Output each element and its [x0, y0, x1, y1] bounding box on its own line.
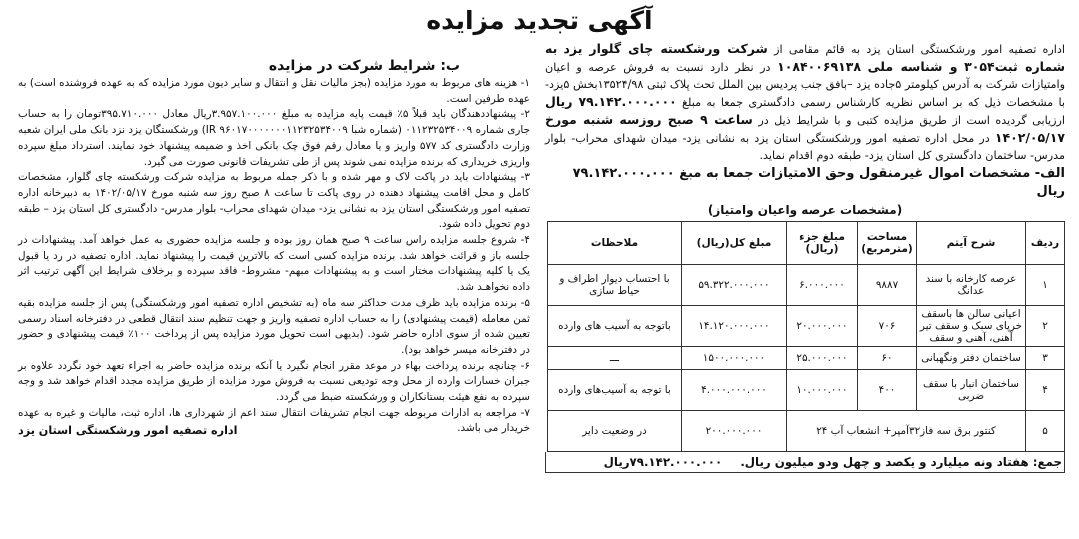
condition-item — [18, 406, 530, 437]
table-total-row — [545, 452, 1065, 473]
table-cell: ـــ — [548, 347, 682, 370]
items-table — [547, 221, 1065, 452]
left-column — [18, 58, 530, 439]
table-cell: ۵۹.۳۲۲.۰۰۰.۰۰۰ — [682, 265, 787, 306]
table-cell: ۹۸۸۷ — [858, 265, 917, 306]
intro-paragraph — [545, 40, 1065, 164]
table-cell: اعیانی سالن ها باسقف خرپای سبک و سقف تیر آهنی، آهنی و سقف — [917, 306, 1026, 347]
auction-datetime: ساعت ۹ صبح روزسه شنبه مورخ ۱۴۰۲/۰۵/۱۷ — [545, 112, 1065, 145]
table-header-cell: ردیف — [1026, 222, 1065, 265]
condition-item: ۵- برنده مزایده باید ظرف مدت حداکثر سه ماه (به تشخیص اداره تصفیه امور ورشکستگی) پس از جلسه مزایده بقیه ثمن معامله (قیمت پیشنهادی) را به حساب اداره تصفیه واریز و جهت تنظیم سند انتقال قطعی در دفترخانه اسناد رسمی تعیین شده از سوی اداره حاضر شود. (بدیهی است تحویل مورد مزایده پس از پرداخت ۱۰۰٪ قیمت پیشنهادی و حضور در دفترخانه میسر خواهد بود). — [18, 296, 530, 356]
table-cell: ۲۰.۰۰۰.۰۰۰ — [787, 306, 858, 347]
table-cell: ۲۰۰.۰۰۰.۰۰۰ — [682, 411, 787, 452]
condition-item: ۴- شروع جلسه مزایده راس ساعت ۹ صبح همان روز بوده و جلسه مزایده حضوری به عمل خواهد آمد. پیشنهادات در جلسه باز و قرائت خواهد شد. برنده مزایده کسی است که بالاترین قیمت را پیشنهاد نماید. اداره تصفیه در رد یا قبول یک یا کلیه پیشنهادات مختار است و به پیشنهادات مبهم- مشروط- فاقد سپرده و برخلاف شرایط این آگهی ترتیب اثر داده نخواهـد شد. — [18, 234, 530, 294]
table-cell: باتوجه به آسیب های وارده — [548, 306, 682, 347]
table-cell: ۷۰۶ — [858, 306, 917, 347]
table-cell: ۱۴.۱۲۰.۰۰۰.۰۰۰ — [682, 306, 787, 347]
table-cell: ۵ — [1026, 411, 1065, 452]
condition-item-7: ۷- مراجعه به ادارات مربوطه جهت انجام تشریفات انتقال سند اعم از شهرداری ها، اداره ثبت، مالیات و غیره به عهده خریدار می باشد. — [18, 406, 530, 435]
table-header-cell: ملاحظات — [548, 222, 682, 265]
page-title: آگهی تجدید مزایده — [426, 6, 653, 35]
table-cell: ۱۵۰۰.۰۰۰.۰۰۰ — [682, 347, 787, 370]
table-header-row — [548, 222, 1065, 265]
table-cell: ساختمان انبار با سقف ضربی — [917, 370, 1026, 411]
signature: اداره تصفیه امور ورشکستگی استان یزد — [18, 424, 238, 438]
table-row — [548, 370, 1065, 411]
section-a-heading: الف- مشخصات اموال غیرمنقول وحق الامتیازات جمعا به مبغ ۷۹.۱۴۲.۰۰۰.۰۰۰ ریال — [572, 166, 1065, 199]
condition-item: ۲- پیشنهاددهندگان باید قبلاً ۵٪ قیمت پایه مزایده به مبلغ ۳.۹۵۷.۱۰۰.۰۰۰ریال معادل ۳۹۵.۷۱۰.۰۰۰تومان را به حساب جاری شماره ۰۱۱۲۳۲۵۳۴۰۰۹ (شماره شبا IR ۹۶۰۱۷۰۰۰۰۰۰۰۱۱۲۳۲۵۳۴۰۰۹) ورشکستگان یزد نزد بانک ملی ایران شعبه وزارت دادگستری کد ۵۷۷ واریز و یا معادل رقم فوق چک بانکی اخذ و ضمیمه پیشنهاد خود نمایند. استرداد مبلغ سپرده واریزی خریداری که برنده مزایده نمی شوند پس از طی تشریفات قانونی صورت می گیرد. — [18, 108, 531, 168]
condition-item: ۳- پیشنهادات باید در پاکت لاک و مهر شده و با ذکر جمله مربوط به مزایده شرکت ورشکسته چای گلوار، مشخصات کامل و محل اقامت پیشنهاد دهنده در روی پاکت تا ساعت ۸ صبح روز سه شنبه مورخ ۱۴۰۲/۰۵/۱۷ به دبیرخانه اداره تصفیه امور ورشکستگی استان یزد به نشانی یزد- میدان شهدای محراب- بلوار مدرس- دادگستری کل استان یزد – طبقه دوم تحویل داده شود. — [18, 171, 530, 231]
total-label: جمع: هفتاد ونه میلیارد و یکصد و چهل ودو میلیون ریال. — [740, 455, 1062, 469]
table-cell: ۴۰۰ — [858, 370, 917, 411]
table-cell: ۲ — [1026, 306, 1065, 347]
table-header-cell: مبلغ کل(ریال) — [682, 222, 787, 265]
table-row — [548, 347, 1065, 370]
table-header-cell: مبلغ جزء (ریال) — [787, 222, 858, 265]
table-header-cell: شرح آیتم — [917, 222, 1026, 265]
table-header-cell: مساحت (مترمربع) — [858, 222, 917, 265]
table-cell: ۱ — [1026, 265, 1065, 306]
table-cell: ۳ — [1026, 347, 1065, 370]
intro-line2b: و شناسه ملی — [867, 59, 958, 74]
table-cell: ۱۰.۰۰۰.۰۰۰ — [787, 370, 858, 411]
table-cell: ۲۵.۰۰۰.۰۰۰ — [787, 347, 858, 370]
conditions-list — [18, 76, 530, 437]
table-cell: ساختمان دفتر ونگهبانی — [917, 347, 1026, 370]
table-cell: با احتساب دیوار اطراف و حیاط سازی — [548, 265, 682, 306]
section-a-subheading: (مشخصات عرصه واعیان وامتیاز) — [707, 203, 903, 217]
condition-item: ۱- هزینه های مربوط به مورد مزایده (بجز مالیات نقل و انتقال و سایر دیون مورد مزایده که به عهده فروشنده است) به عهده طرفین است. — [18, 77, 530, 105]
table-row — [548, 306, 1065, 347]
table-cell: عرصه کارخانه با سند عدانگ — [917, 265, 1026, 306]
table-cell: ۴ — [1026, 370, 1065, 411]
national-id: ۱۰۸۴۰۰۶۹۱۳۸ — [777, 59, 862, 74]
table-cell: با توجه به آسیب‌های وارده — [548, 370, 682, 411]
appraisal-amount: ۷۹.۱۴۲.۰۰۰.۰۰۰ ریال — [545, 94, 677, 109]
total-value: ۷۹.۱۴۲.۰۰۰.۰۰۰ریال — [603, 455, 723, 469]
table-cell: ۴.۰۰۰.۰۰۰.۰۰۰ — [682, 370, 787, 411]
company-name: شرکت ورشکسته چای گلوار یزد — [563, 41, 768, 56]
condition-item: ۶- چنانچه برنده پرداخت بهاء در موعد مقرر انجام نگیرد یا آنکه برنده مزایده حاضر به اجراء تعهد خود نگردد علاوه بر جبران خسارات وارده از محل وجه تودیعی نسبت به فروش مورد مزایده از طریق مزایده مجدد اقدام خواهد شد و وجه سپرده به نفع هیئت بستانکاران و ورشکسته ضبط می گردد. — [18, 359, 530, 404]
table-cell: در وضعیت دایر — [548, 411, 682, 452]
intro-line2a: به شماره ثبت — [545, 41, 1066, 74]
intro-line1: اداره تصفیه امور ورشکستگی استان یزد به قائم مقامی از — [774, 43, 1065, 56]
table-cell: ۶۰ — [858, 347, 917, 370]
table-cell: کنتور برق سه فاز۳۲آمپر+ انشعاب آب ۲۴ — [787, 411, 1026, 452]
table-cell: ۶.۰۰۰.۰۰۰ — [787, 265, 858, 306]
intro-line4: در محل اداره تصفیه امور ورشکستگی استان یزد به نشانی یزد- میدان شهدای محراب- بلوار مدرس- ساختمان دادگستری کل استان یزد- طبقه دوم اقدام نماید. — [545, 132, 1065, 162]
conditions-heading: ب: شرایط شرکت در مزایده — [268, 58, 460, 74]
intro-line2c: در نظر دارد نسبت به فروش عرصه و اعیان وامتیازات شرکت به آدرس کیلومتر ۵جاده یزد –بافق جنب پردیس بین الملل تحت پلاک ثبتی ۱۳۵۲۴/۹۸بخش ۵یزد-با مشخصات ذیل که بر اساس نظریه کارشناس رسمی دادگستری جمعا به مبلغ — [545, 61, 1066, 109]
registration-number: ۳۰۵۴ — [964, 59, 995, 74]
right-column — [545, 40, 1065, 473]
intro-line3: ارزیابی گردیده است از طریق مزایده کتبی و با شرایط ذیل در — [758, 114, 1066, 127]
table-row — [548, 411, 1065, 452]
table-row — [548, 265, 1065, 306]
